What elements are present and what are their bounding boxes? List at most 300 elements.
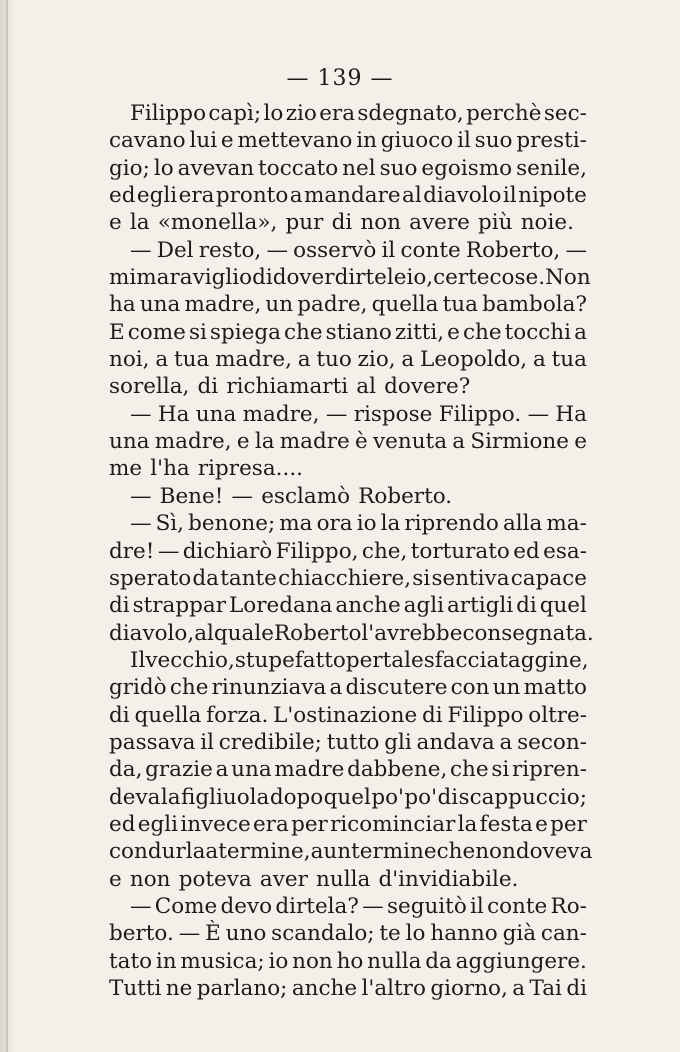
word: Tutti xyxy=(109,976,162,1001)
word: Il xyxy=(130,647,146,673)
word: È xyxy=(205,921,221,947)
word: noie. xyxy=(520,210,574,236)
word: dover xyxy=(272,265,335,291)
word: egli xyxy=(137,811,179,837)
word: torturato xyxy=(410,538,510,564)
word: per xyxy=(550,811,587,837)
word: Filippo xyxy=(447,702,524,728)
word: musica; xyxy=(180,948,265,974)
word: la xyxy=(380,511,401,537)
text-line xyxy=(109,756,587,783)
word: esclamò xyxy=(261,483,351,509)
text-line xyxy=(109,811,587,838)
word: Non xyxy=(545,265,591,291)
word: secon- xyxy=(517,729,587,755)
text-line xyxy=(109,510,587,537)
word: una xyxy=(139,292,181,318)
word: grazie xyxy=(145,757,213,783)
word: egoismo xyxy=(421,155,513,181)
word: e xyxy=(220,128,234,154)
word: passava xyxy=(109,729,196,755)
text-line xyxy=(109,319,587,346)
word: un xyxy=(492,675,521,701)
word: un xyxy=(323,839,352,865)
word: certe xyxy=(433,265,490,291)
word: avere xyxy=(409,210,470,236)
word: ne xyxy=(165,976,193,1001)
word: lo xyxy=(153,155,174,181)
word: Leopoldo, xyxy=(420,347,528,373)
word: un xyxy=(265,292,294,318)
word: che xyxy=(462,319,502,345)
text-line xyxy=(109,784,587,811)
word: avevan xyxy=(177,155,255,181)
word: Filippo, xyxy=(275,538,359,564)
word: era xyxy=(252,811,289,837)
word: Filippo xyxy=(130,101,207,126)
word: di xyxy=(331,210,353,236)
text-line xyxy=(109,483,587,510)
word: la xyxy=(160,784,181,810)
word: madre, xyxy=(215,347,292,373)
word: come xyxy=(127,319,186,345)
word: al xyxy=(402,183,422,209)
word: il xyxy=(381,237,396,263)
word: Del xyxy=(156,237,194,263)
word: si xyxy=(412,565,431,591)
word: Tai xyxy=(529,976,562,1001)
word: in xyxy=(356,128,377,154)
word: sperato xyxy=(109,565,192,591)
word: giorno, xyxy=(430,976,508,1001)
word: capace xyxy=(510,565,587,591)
word: a xyxy=(289,183,303,209)
word: L'ostinazione xyxy=(273,702,418,728)
text-line xyxy=(109,838,593,865)
text-line xyxy=(109,209,587,236)
word: sorella, xyxy=(109,374,190,400)
word: io xyxy=(268,948,289,974)
word: Roberto. xyxy=(358,483,453,509)
word: toccato xyxy=(258,155,339,181)
word: zitti, xyxy=(394,319,445,345)
word: discutere xyxy=(345,675,448,701)
text-line xyxy=(109,592,587,619)
word: lui xyxy=(189,128,218,154)
word: di xyxy=(437,784,459,810)
word: che xyxy=(169,675,209,701)
text-line xyxy=(109,893,587,920)
word: Roberto, xyxy=(465,237,561,263)
word: — xyxy=(527,401,550,427)
word: «monella», xyxy=(157,210,278,236)
word: con xyxy=(450,675,490,701)
word: doveva xyxy=(515,839,593,865)
word: — xyxy=(130,511,152,537)
word: — xyxy=(178,921,201,947)
word: a xyxy=(205,839,219,865)
word: termine, xyxy=(218,839,311,865)
word: mi xyxy=(109,265,137,291)
text-line xyxy=(109,401,587,428)
word: E xyxy=(109,319,125,345)
word: tante xyxy=(220,565,277,591)
word: diavolo, xyxy=(109,620,195,646)
word: l'ha xyxy=(150,456,190,482)
word: da, xyxy=(109,757,143,783)
word: dirtele xyxy=(334,265,407,291)
word: resto, xyxy=(198,237,262,263)
word: a xyxy=(329,675,343,701)
word: a xyxy=(401,347,415,373)
word: quella xyxy=(371,292,439,318)
word: perchè xyxy=(466,101,542,126)
word: diavolo xyxy=(423,183,502,209)
word: riprendo xyxy=(404,511,499,537)
word: uno xyxy=(225,921,267,947)
word: una xyxy=(231,757,272,783)
word: di xyxy=(566,976,587,1001)
word: dirtela? xyxy=(275,893,359,919)
word: ora xyxy=(316,511,353,537)
text-line xyxy=(109,264,591,291)
word: di xyxy=(197,374,219,400)
text-line xyxy=(109,538,587,565)
word: madre, xyxy=(184,292,262,318)
word: a xyxy=(574,319,587,345)
word: scandalo; xyxy=(271,921,375,947)
word: stupefatto xyxy=(234,647,346,673)
text-line xyxy=(109,237,587,264)
text-line xyxy=(109,702,587,729)
word: madre, xyxy=(242,401,320,427)
text-line xyxy=(109,182,587,209)
word: tocchi xyxy=(504,319,572,345)
binding-fold-line xyxy=(6,0,8,1052)
word: termine xyxy=(351,839,437,865)
text-line xyxy=(109,455,587,482)
text-line xyxy=(109,866,587,893)
word: agli xyxy=(403,593,444,619)
word: si xyxy=(491,757,510,783)
word: can- xyxy=(540,921,587,947)
word: quel xyxy=(539,593,587,619)
word: mandare xyxy=(303,183,401,209)
word: ha xyxy=(109,292,136,318)
word: già xyxy=(502,921,537,947)
word: parlano; xyxy=(196,976,288,1001)
word: lo xyxy=(405,921,426,947)
word: tale xyxy=(382,647,424,673)
word: a xyxy=(297,347,311,373)
text-line xyxy=(109,127,587,154)
word: a xyxy=(215,757,229,783)
page-binding-edge xyxy=(0,0,16,1052)
text-line xyxy=(109,620,594,647)
word: andava xyxy=(416,729,495,755)
word: Ha xyxy=(157,401,190,427)
word: dovere? xyxy=(384,374,471,400)
word: rinunziava xyxy=(211,675,327,701)
word: a xyxy=(499,729,513,755)
word: Roberto xyxy=(273,620,362,646)
word: aggiungere. xyxy=(455,948,587,974)
word: il xyxy=(200,729,214,755)
word: seguitò xyxy=(386,893,467,919)
word: zio, xyxy=(357,347,396,373)
word: te xyxy=(379,921,401,947)
word: po' xyxy=(371,784,404,810)
word: ed xyxy=(109,183,136,209)
word: madre xyxy=(274,757,345,783)
word: lo xyxy=(263,101,284,126)
word: — xyxy=(130,483,152,509)
word: sentiva xyxy=(431,565,510,591)
word: richiamarti xyxy=(226,374,349,400)
word: era xyxy=(178,183,215,209)
word: il xyxy=(502,183,517,209)
word: cose. xyxy=(489,265,546,291)
word: sec- xyxy=(543,101,587,126)
word: scappuccio; xyxy=(458,784,587,810)
word: gio; xyxy=(109,155,150,181)
word: spiega xyxy=(209,319,281,345)
word: ricominciar xyxy=(330,811,456,837)
word: gli xyxy=(384,729,412,755)
word: che, xyxy=(361,538,408,564)
word: — xyxy=(157,538,180,564)
word: po' xyxy=(404,784,438,810)
word: anche xyxy=(291,976,358,1001)
word: ed xyxy=(109,811,136,837)
word: quella xyxy=(134,702,202,728)
word: da xyxy=(192,565,220,591)
word: suo xyxy=(474,128,513,154)
word: — xyxy=(325,401,348,427)
word: — xyxy=(130,237,152,263)
word: gridò xyxy=(109,675,167,701)
word: — xyxy=(130,401,152,427)
word: in xyxy=(155,948,177,974)
word: — xyxy=(231,483,254,509)
word: anche xyxy=(335,593,401,619)
word: pronto xyxy=(215,183,289,209)
word: è xyxy=(355,429,368,455)
word: ho xyxy=(336,948,364,974)
word: non xyxy=(292,948,333,974)
word: ripren- xyxy=(511,757,587,783)
word: Ha xyxy=(555,401,587,427)
word: dichiarò xyxy=(182,538,273,564)
text-line xyxy=(109,920,587,947)
word: vecchio, xyxy=(145,647,235,673)
word: non xyxy=(129,866,171,892)
word: Sirmione xyxy=(470,429,570,455)
word: il xyxy=(470,893,484,919)
word: e xyxy=(109,866,122,892)
word: ripresa.... xyxy=(197,456,303,482)
word: benone; xyxy=(188,511,276,537)
word: a xyxy=(512,976,526,1001)
word: tua xyxy=(551,347,587,373)
word: giuoco xyxy=(380,128,454,154)
word: e xyxy=(447,319,460,345)
word: me xyxy=(109,456,143,482)
word: invece xyxy=(180,811,251,837)
word: festa xyxy=(479,811,533,837)
word: che xyxy=(436,839,476,865)
word: e xyxy=(535,811,548,837)
word: — xyxy=(130,893,152,919)
word: presti- xyxy=(516,128,587,154)
word: Bene! xyxy=(159,483,224,509)
word: Loredana xyxy=(228,593,333,619)
word: padre, xyxy=(297,292,368,318)
word: venuta xyxy=(372,429,448,455)
word: chiacchiere, xyxy=(278,565,412,591)
word: stiano xyxy=(325,319,392,345)
word: strappar xyxy=(132,593,226,619)
word: ed xyxy=(513,538,540,564)
page-number: — 139 — xyxy=(286,66,394,91)
word: il xyxy=(457,128,471,154)
text-line xyxy=(109,346,587,373)
word: per xyxy=(345,647,383,673)
word: sdegnato, xyxy=(357,101,464,126)
word: tua xyxy=(173,347,210,373)
word: nel xyxy=(342,155,376,181)
word: dopo xyxy=(269,784,324,810)
word: figliuola xyxy=(181,784,270,810)
word: a xyxy=(452,429,466,455)
word: ma xyxy=(279,511,313,537)
word: dabbene, xyxy=(347,757,448,783)
word: aver xyxy=(259,866,308,892)
body-text xyxy=(109,100,594,1002)
word: tua xyxy=(442,292,478,318)
word: d'invidiabile. xyxy=(378,866,519,892)
text-line xyxy=(109,428,587,455)
word: credibile; xyxy=(218,729,322,755)
word: e xyxy=(574,429,587,455)
word: nulla xyxy=(367,948,422,974)
word: la xyxy=(254,429,275,455)
word: rispose xyxy=(353,401,433,427)
word: zio xyxy=(285,101,317,126)
word: osservò xyxy=(293,237,377,263)
word: esa- xyxy=(543,538,587,564)
word: conte xyxy=(400,237,461,263)
word: di xyxy=(109,702,130,728)
word: era xyxy=(319,101,356,126)
word: di xyxy=(252,265,273,291)
word: cavano xyxy=(109,128,186,154)
word: senile, xyxy=(516,155,587,181)
word: pur xyxy=(285,210,324,236)
word: a xyxy=(532,347,546,373)
text-line xyxy=(109,291,587,318)
word: e xyxy=(109,210,122,236)
word: si xyxy=(188,319,207,345)
word: che xyxy=(450,757,489,783)
text-line xyxy=(109,674,587,701)
word: non xyxy=(475,839,516,865)
word: una xyxy=(195,401,237,427)
word: oltre- xyxy=(528,702,587,728)
word: quel xyxy=(323,784,371,810)
word: — xyxy=(565,237,587,263)
word: tutto xyxy=(326,729,380,755)
word: devo xyxy=(220,893,273,919)
word: la xyxy=(457,811,478,837)
word: noi, xyxy=(109,347,150,373)
text-line xyxy=(109,729,587,756)
word: egli xyxy=(136,183,178,209)
word: alla xyxy=(502,511,543,537)
word: Filippo. xyxy=(438,401,522,427)
word: Ro- xyxy=(550,893,587,919)
word: nipote xyxy=(518,183,587,209)
word: condurla xyxy=(109,839,206,865)
word: forza. xyxy=(206,702,269,728)
text-line xyxy=(109,647,587,674)
word: capì; xyxy=(208,101,262,126)
word: che xyxy=(283,319,323,345)
text-line xyxy=(109,975,587,1002)
word: deva xyxy=(109,784,161,810)
word: a xyxy=(155,347,169,373)
word: tato xyxy=(109,948,153,974)
word: io xyxy=(356,511,377,537)
word: dre! xyxy=(109,538,155,564)
word: suo xyxy=(379,155,418,181)
word: e xyxy=(236,429,250,455)
word: da xyxy=(425,948,452,974)
word: più xyxy=(478,210,513,236)
word: madre xyxy=(279,429,350,455)
word: di xyxy=(109,593,130,619)
text-line xyxy=(109,373,587,400)
word: quale xyxy=(213,620,274,646)
word: di xyxy=(516,593,537,619)
word: artigli xyxy=(446,593,514,619)
word: madre, xyxy=(154,429,232,455)
text-line xyxy=(109,155,587,182)
word: nulla xyxy=(316,866,371,892)
word: mettevano xyxy=(237,128,353,154)
word: matto xyxy=(523,675,587,701)
text-line xyxy=(109,565,587,592)
word: conte xyxy=(487,893,548,919)
word: l'avrebbe xyxy=(361,620,463,646)
word: ma- xyxy=(546,511,587,537)
word: — xyxy=(362,893,384,919)
word: bambola? xyxy=(482,292,587,318)
word: Sì, xyxy=(155,511,185,537)
word: Come xyxy=(154,893,218,919)
word: una xyxy=(109,429,150,455)
word: — xyxy=(266,237,288,263)
word: poteva xyxy=(178,866,252,892)
word: hanno xyxy=(430,921,498,947)
word: per xyxy=(291,811,328,837)
text-line xyxy=(109,948,587,975)
word: l'altro xyxy=(361,976,426,1001)
word: tuo xyxy=(316,347,352,373)
text-line xyxy=(109,100,587,127)
word: di xyxy=(421,702,443,728)
word: berto. xyxy=(109,921,174,947)
